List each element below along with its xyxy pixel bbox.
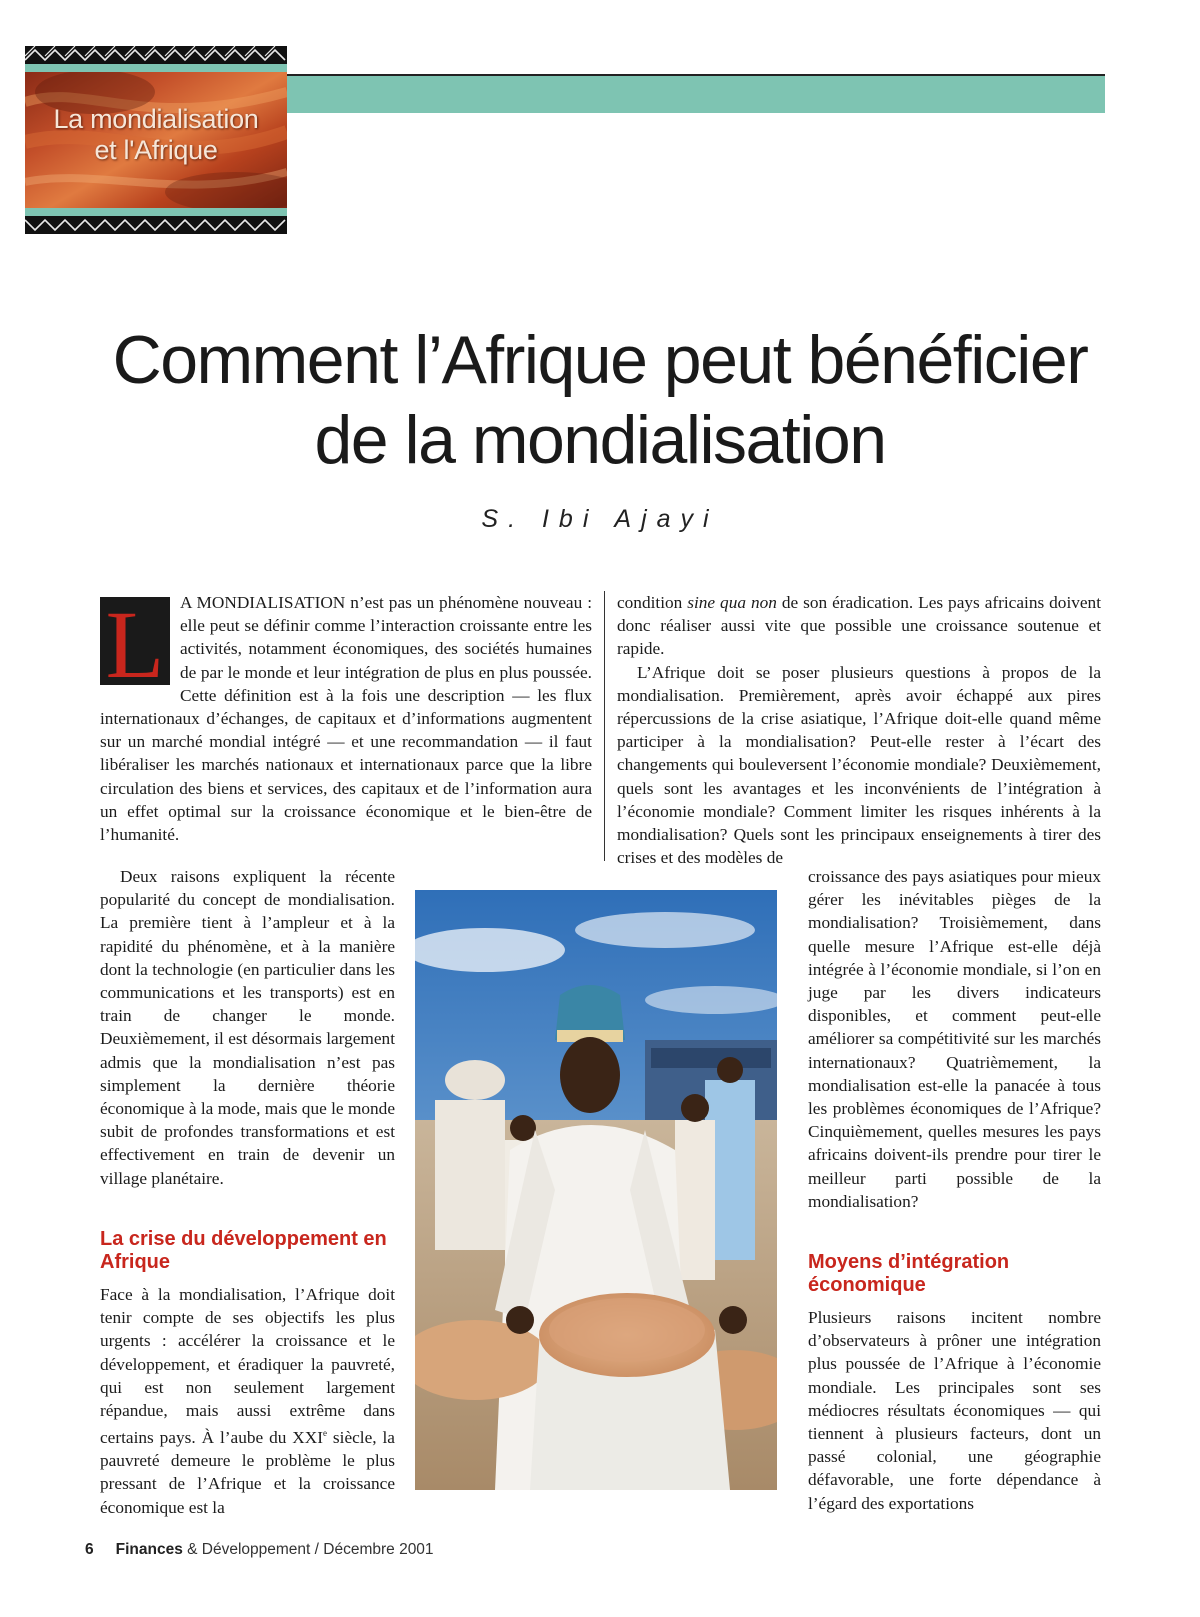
paragraph-condition-a: condition — [617, 593, 688, 612]
article-title-line1: Comment l’Afrique peut bénéficier — [112, 322, 1088, 398]
column-right-narrow — [808, 865, 1101, 1213]
banner-teal-strip-top — [25, 64, 287, 72]
column-right-bottom — [808, 1306, 1101, 1515]
column-left-bottom — [100, 1283, 395, 1519]
paragraph-crisis — [100, 1283, 395, 1519]
column-left-narrow — [100, 865, 395, 1190]
paragraph-crisis-a: Face à la mondialisation, l’Afrique doit tenir compte de ses objectifs les plus urgents : accélérer la croissance et le développement, et éradiquer la pauvreté, qui est non seulement largement répandue, mais aussi extrême dans certains pays. À l’aube du XXI — [100, 1285, 395, 1447]
paragraph-condition — [617, 591, 1101, 661]
banner-title-line2: et l'Afrique — [94, 135, 218, 165]
drop-cap: L — [100, 597, 170, 685]
article-title-line2: de la mondialisation — [314, 402, 886, 478]
market-photo — [415, 890, 777, 1490]
paragraph-two-reasons: Deux raisons expliquent la récente popularité du concept de mondialisation. La première tient à l’ampleur et à la rapidité du phénomène, et à la manière dont la technologie (en particulier dans les communications et les transports) est en train de changer le monde. Deuxièmement, il est désormais largement admis que la mondialisation n’est pas simplement la dernière théorie économique à la mode, mais que le monde subit de profondes transformations et est effectivement en train de devenir un village planétaire. — [100, 867, 395, 1188]
column-left-top — [100, 591, 592, 846]
column-divider — [604, 591, 605, 861]
page-footer — [85, 1541, 434, 1559]
paragraph-crisis-b: siècle, la pauvreté demeure le problème le plus pressant de l’Afrique et la croissance économique est la — [100, 1427, 395, 1517]
century-superscript: e — [323, 1428, 327, 1439]
section-heading-crisis: La crise du développement en Afrique — [100, 1228, 387, 1273]
header-teal-bar — [287, 76, 1105, 113]
banner-teal-strip-bottom — [25, 208, 287, 216]
section-heading-integration: Moyens d’intégration économique — [808, 1251, 1010, 1296]
magazine-name: Finances — [115, 1541, 183, 1558]
banner-title-line1: La mondialisation — [53, 104, 259, 134]
section-banner — [25, 46, 287, 234]
author-byline: S. Ibi Ajayi — [481, 505, 719, 533]
page-number: 6 — [85, 1541, 94, 1558]
latin-phrase: sine qua non — [687, 593, 777, 612]
paragraph-integration: Plusieurs raisons incitent nombre d’observateurs à prôner une intégration plus poussée de l’Afrique à l’économie mondiale. Les principales sont ses médiocres résultats économiques — qui tiennent à plusieurs facteurs, dont un passé colonial, une géographie défavorable, une forte dépendance à l’égard des exportations — [808, 1308, 1101, 1513]
paragraph-intro: A MONDIALISATION n’est pas un phénomène nouveau : elle peut se définir comme l’interaction croissante entre les activités, notamment économiques, des sociétés humaines de par le monde et leur intégration de plus en plus poussée. Cette définition est à la fois une description — les flux internationaux d’échanges, de capitaux et d’informations augmentent sur un marché mondial intégré — et une recommandation — il faut libéraliser les marchés nationaux et internationaux parce que la libre circulation des biens et services, des capitaux et de l’information aura un effet optimal sur la croissance économique et le bien-être de l’humanité. — [100, 593, 592, 845]
paragraph-condition-b: de son éradication. Les pays africains doivent donc réaliser aussi vite que possible une croissance soutenue et rapide. — [617, 593, 1101, 659]
paragraph-questions: L’Afrique doit se poser plusieurs questions à propos de la mondialisation. Premièrement, après avoir échappé aux pires répercussions de la crise asiatique, l’Afrique doit-elle quand même participer à la mondialisation? Peut-elle rester à l’écart des changements qui bouleversent l’économie mondiale? Deuxièmement, quels sont les avantages et les inconvénients de l’intégration à l’économie mondiale? Comment limiter les risques inhérents à la mondialisation? Quels sont les principaux enseignements à tirer des crises et des modèles de — [617, 662, 1101, 868]
paragraph-questions-continued: croissance des pays asiatiques pour mieux gérer les inévitables pièges de la mondialisation? Troisièmement, dans quelle mesure l’Afrique est-elle déjà intégrée à l’économie mondiale, si l’on en juge par les divers indicateurs disponibles, et comment peut-elle améliorer sa compétitivité sur les marchés internationaux? Quatrièmement, la mondialisation est-elle la panacée à tous les problèmes économiques de l’Afrique? Cinquièmement, quelles mesures les pays africains doivent-ils prendre pour tirer le meilleur parti possible de la mondialisation? — [808, 867, 1101, 1211]
zigzag-border-bottom — [25, 216, 287, 234]
zigzag-border-top — [25, 46, 287, 64]
magazine-issue: & Développement / Décembre 2001 — [182, 1541, 434, 1558]
article-title — [60, 320, 1140, 480]
banner-title — [25, 104, 287, 166]
column-right-top — [617, 591, 1101, 869]
